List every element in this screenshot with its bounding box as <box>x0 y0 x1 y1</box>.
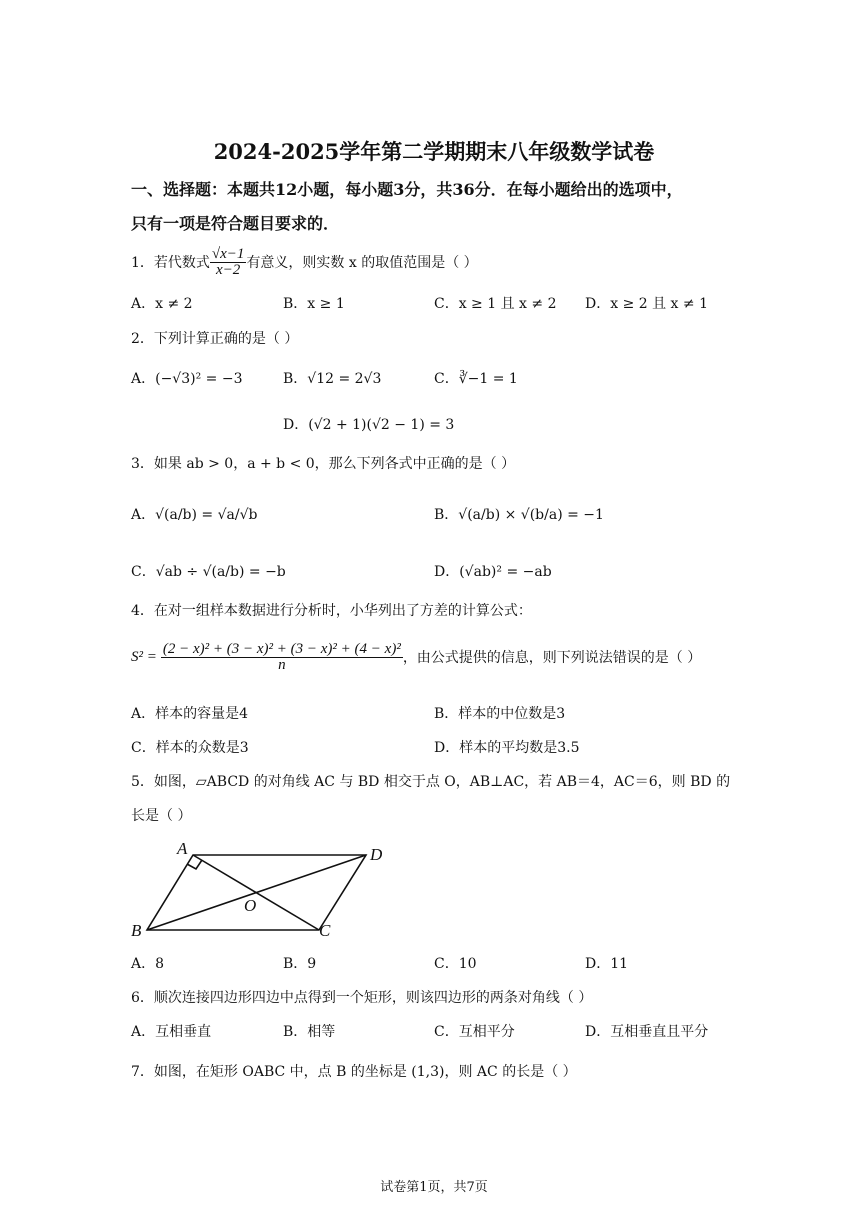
q4-lhs: S² = <box>131 649 157 665</box>
question-3-stem: 3．如果 ab > 0，a + b < 0，那么下列各式中正确的是（ ） <box>131 456 516 472</box>
q4-denominator: n <box>278 657 286 673</box>
label-b: B <box>131 921 142 940</box>
page-title: 2024-2025学年第二学期期末八年级数学试卷 <box>213 139 655 164</box>
q1-option-d: D．x ≥ 2 且 x ≠ 1 <box>585 296 708 312</box>
question-6-stem: 6．顺次连接四边形四边中点得到一个矩形，则该四边形的两条对角线（ ） <box>131 990 593 1006</box>
q3-option-c: C．√ab ÷ √(a/b) = −b <box>131 564 286 580</box>
question-1-stem <box>131 247 478 278</box>
diagonal-bd <box>147 855 366 930</box>
q1-fraction <box>210 247 247 278</box>
q3-option-b: B．√(a/b) × √(b/a) = −1 <box>434 507 604 523</box>
q4-option-b: B．样本的中位数是3 <box>434 706 566 722</box>
q5-option-a: A．8 <box>131 956 165 972</box>
section-heading-line1: 一、选择题：本题共12小题，每小题3分，共36分．在每小题给出的选项中， <box>131 180 683 199</box>
q6-option-b: B．相等 <box>283 1024 336 1040</box>
q4-option-d: D．样本的平均数是3.5 <box>434 740 580 756</box>
label-c: C <box>319 921 331 940</box>
label-o: O <box>244 896 257 915</box>
q1-option-b: B．x ≥ 1 <box>283 296 345 312</box>
q6-option-c: C．互相平分 <box>434 1024 515 1040</box>
parallelogram-figure <box>126 838 396 942</box>
q3-option-d: D．(√ab)² = −ab <box>434 564 552 580</box>
q5-option-b: B．9 <box>283 956 317 972</box>
label-a: A <box>177 839 188 858</box>
q4-option-a: A．样本的容量是4 <box>131 706 249 722</box>
question-5-stem-line2: 长是（ ） <box>131 808 192 824</box>
label-d: D <box>370 845 383 864</box>
q5-option-c: C．10 <box>434 956 477 972</box>
question-4-stem: 4．在对一组样本数据进行分析时，小华列出了方差的计算公式： <box>131 603 532 619</box>
page-footer: 试卷第1页，共7页 <box>380 1180 488 1195</box>
question-2-stem: 2．下列计算正确的是（ ） <box>131 331 299 347</box>
q3-option-a: A．√(a/b) = √a/√b <box>131 507 258 523</box>
section-heading-line2: 只有一项是符合题目要求的． <box>131 214 340 233</box>
q1-suffix: 有意义，则实数 x 的取值范围是（ ） <box>246 254 478 271</box>
q6-option-a: A．互相垂直 <box>131 1024 212 1040</box>
q1-numerator: √x−1 <box>211 246 245 262</box>
q1-prefix: 1．若代数式 <box>131 254 210 271</box>
q4-suffix: ，由公式提供的信息，则下列说法错误的是（ ） <box>402 649 702 666</box>
q2-option-d: D．(√2 + 1)(√2 − 1) = 3 <box>283 417 455 433</box>
question-5-stem-line1: 5．如图，▱ABCD 的对角线 AC 与 BD 相交于点 O，AB⊥AC，若 AB＝4，AC＝6，则 BD 的 <box>131 774 731 790</box>
q2-option-b: B．√12 = 2√3 <box>283 371 382 387</box>
q1-option-a: A．x ≠ 2 <box>131 296 193 312</box>
q5-option-d: D．11 <box>585 956 629 972</box>
q4-formula-line <box>131 642 701 673</box>
q1-option-c: C．x ≥ 1 且 x ≠ 2 <box>434 296 557 312</box>
q4-fraction <box>161 642 403 673</box>
q1-denominator: x−2 <box>216 262 241 278</box>
q4-numerator: (2 − x)² + (3 − x)² + (3 − x)² + (4 − x)² <box>162 641 401 657</box>
q2-option-a: A．(−√3)² = −3 <box>131 371 243 387</box>
q4-option-c: C．样本的众数是3 <box>131 740 249 756</box>
q2-option-c: C．∛−1 = 1 <box>434 371 518 387</box>
q6-option-d: D．互相垂直且平分 <box>585 1024 709 1040</box>
question-7-stem: 7．如图，在矩形 OABC 中，点 B 的坐标是 (1,3)，则 AC 的长是（ ） <box>131 1064 577 1080</box>
